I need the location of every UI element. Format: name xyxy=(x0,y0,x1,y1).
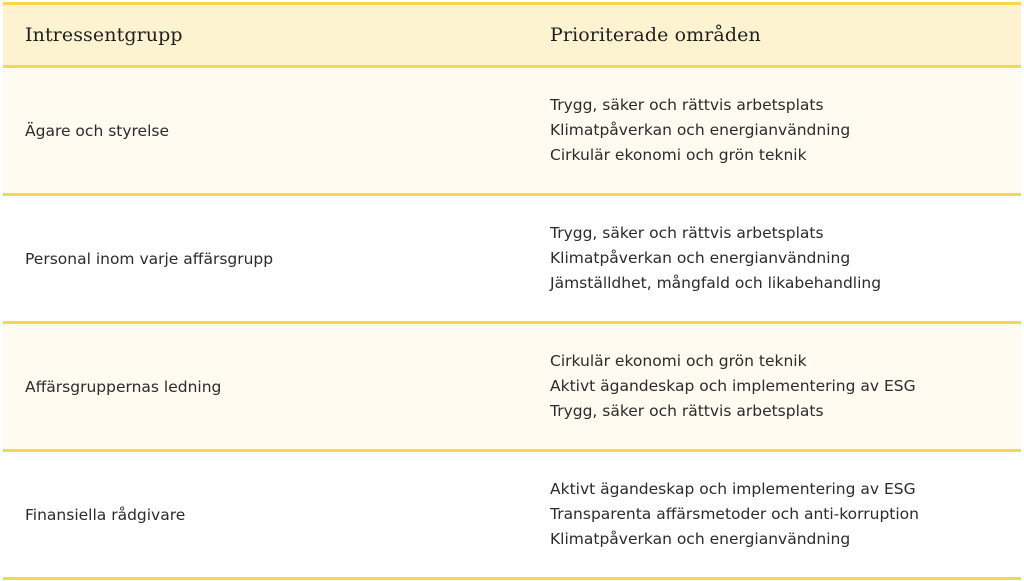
stakeholder-group-cell: Affärsgruppernas ledning xyxy=(25,377,222,396)
priority-area-item: Cirkulär ekonomi och grön teknik xyxy=(550,352,807,371)
priority-area-item: Transparenta affärsmetoder och anti-korruption xyxy=(550,505,919,524)
header-priority-areas: Prioriterade områden xyxy=(550,24,761,46)
priority-areas-cell xyxy=(528,349,1021,423)
table-row xyxy=(3,452,1021,580)
priority-area-item: Cirkulär ekonomi och grön teknik xyxy=(550,145,807,164)
priority-area-item: Trygg, säker och rättvis arbetsplats xyxy=(550,224,824,243)
priority-areas-cell xyxy=(528,221,1021,295)
priority-area-item: Trygg, säker och rättvis arbetsplats xyxy=(550,96,824,115)
table-header-row xyxy=(3,5,1021,68)
stakeholder-group-cell: Ägare och styrelse xyxy=(25,121,170,140)
priority-area-item: Klimatpåverkan och energianvändning xyxy=(550,249,851,268)
table-row xyxy=(3,324,1021,452)
stakeholder-group-cell: Personal inom varje affärsgrupp xyxy=(25,249,274,268)
priority-area-item: Aktivt ägandeskap och implementering av ESG xyxy=(550,377,916,396)
priority-area-item: Jämställdhet, mångfald och likabehandling xyxy=(550,273,882,292)
priority-area-item: Klimatpåverkan och energianvändning xyxy=(550,121,851,140)
priority-area-item: Klimatpåverkan och energianvändning xyxy=(550,529,851,548)
header-stakeholder-group: Intressentgrupp xyxy=(25,24,183,46)
table-row xyxy=(3,68,1021,196)
stakeholder-group-cell: Finansiella rådgivare xyxy=(25,505,186,524)
priority-areas-cell xyxy=(528,477,1021,551)
priority-area-item: Aktivt ägandeskap och implementering av ESG xyxy=(550,480,916,499)
stakeholder-priorities-table xyxy=(3,2,1021,580)
table-row xyxy=(3,196,1021,324)
priority-area-item: Trygg, säker och rättvis arbetsplats xyxy=(550,401,824,420)
priority-areas-cell xyxy=(528,93,1021,167)
